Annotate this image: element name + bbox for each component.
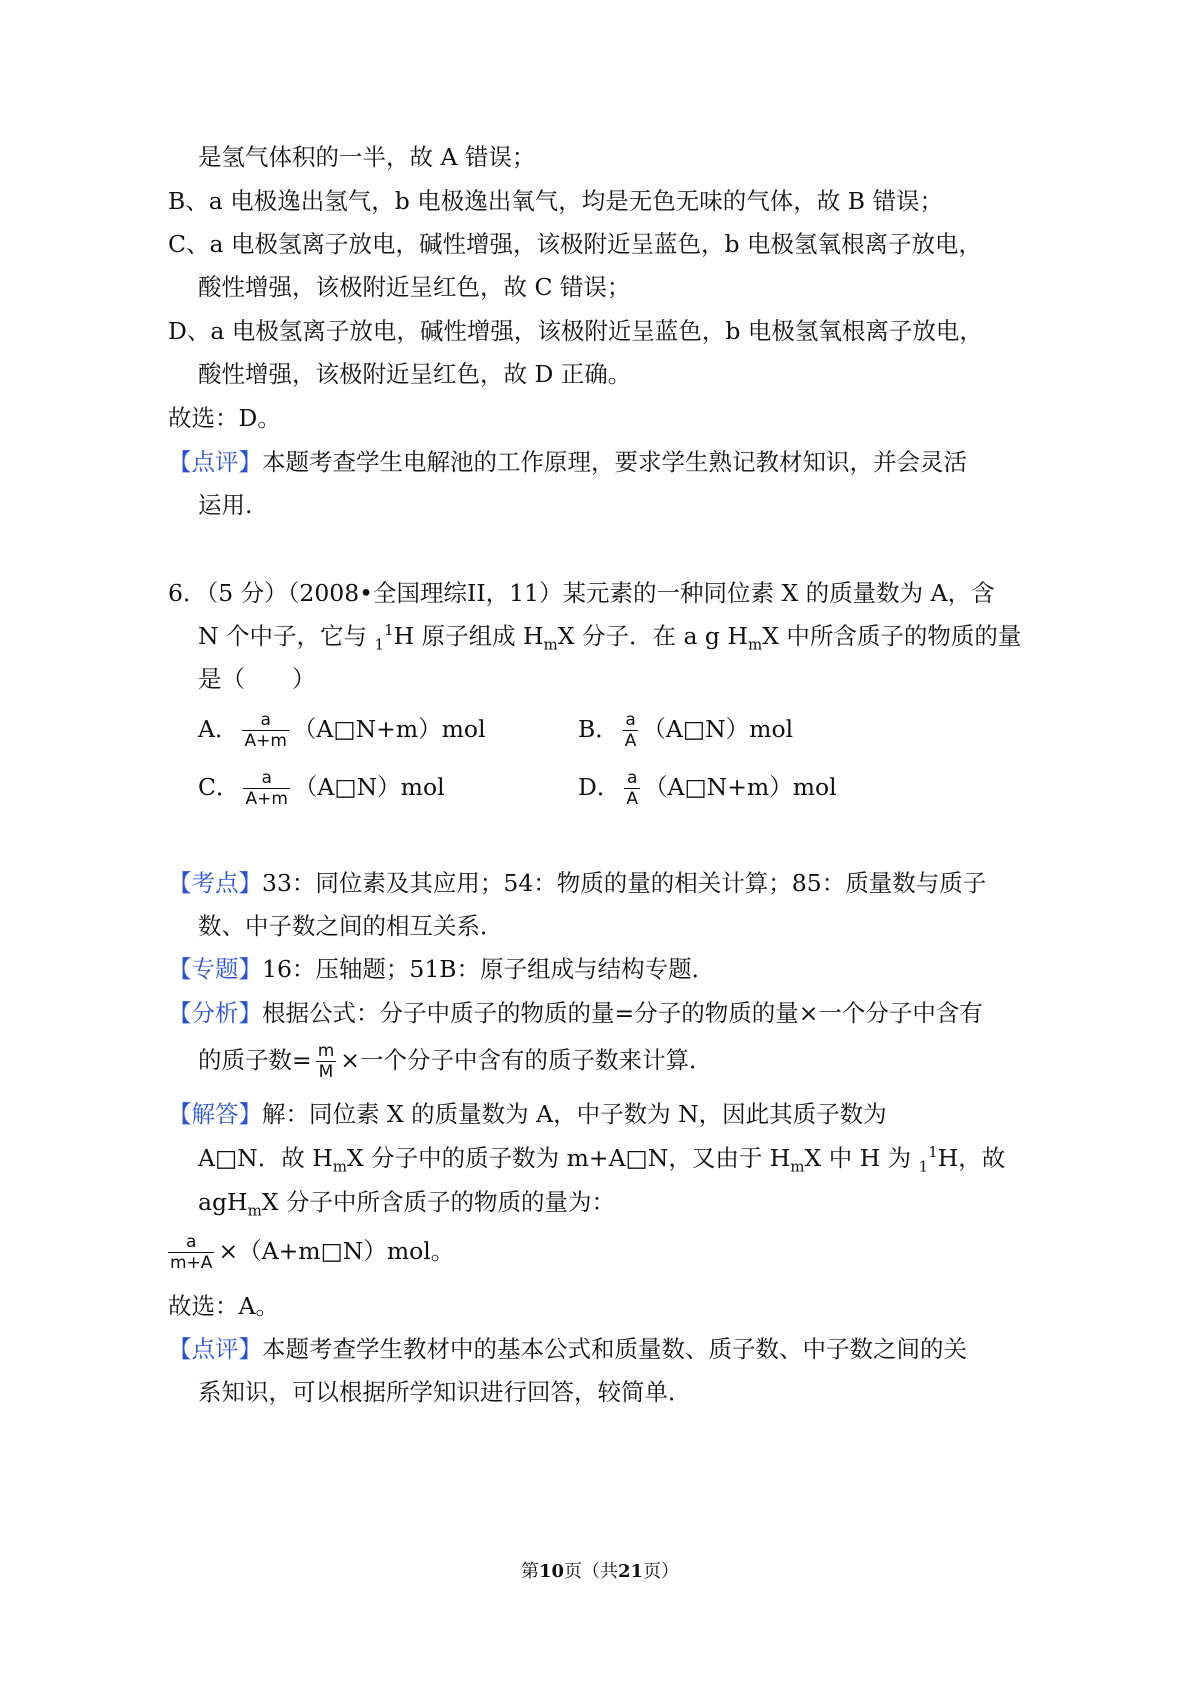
option-label: B． xyxy=(578,715,619,743)
stem-text: H 原子组成 H xyxy=(393,622,544,650)
fenxi-text: ×一个分子中含有的质子数来计算． xyxy=(340,1046,713,1074)
option-d[interactable] xyxy=(578,763,837,811)
jieda-text: agH xyxy=(198,1188,248,1216)
fraction-denominator: m+A xyxy=(170,1253,213,1273)
jieda-text: X 分子中的质子数为 m+A□N，又由于 H xyxy=(346,1144,791,1172)
jieda-tag: 【解答】 xyxy=(168,1100,262,1128)
fraction-numerator: a xyxy=(243,768,289,789)
jieda-formula xyxy=(168,1227,454,1275)
subscript: m xyxy=(543,635,558,654)
prev-line-option-b: B、a 电极逸出氢气，b 电极逸出氧气，均是无色无味的气体，故 B 错误； xyxy=(168,187,943,215)
jieda-text: X 分子中所含质子的物质的量为： xyxy=(261,1188,615,1216)
option-c[interactable] xyxy=(198,763,445,811)
kaodian-cont: 数、中子数之间的相互关系． xyxy=(198,912,504,940)
fraction xyxy=(243,768,289,809)
option-text: （A□N+m）mol xyxy=(292,715,486,743)
total-pages: 21 xyxy=(618,1561,644,1582)
fraction xyxy=(242,710,288,751)
page-footer xyxy=(0,1559,1200,1585)
q6-comment xyxy=(168,1332,967,1366)
stem-text: X 分子．在 a g H xyxy=(557,622,748,650)
fraction-numerator: a xyxy=(623,710,639,731)
fraction-denominator: A xyxy=(626,789,638,809)
superscript: 1 xyxy=(928,1143,938,1162)
option-text: （A□N+m）mol xyxy=(643,773,837,801)
option-label: A． xyxy=(198,715,239,743)
jieda-text: X 中 H 为 xyxy=(804,1144,919,1172)
footer-text: 第 xyxy=(520,1561,539,1582)
fraction-numerator: a xyxy=(242,710,288,731)
fenxi-text: 的质子数= xyxy=(198,1046,312,1074)
comment-text: 本题考查学生教材中的基本公式和质量数、质子数、中子数之间的关 xyxy=(262,1335,967,1363)
subscript: m xyxy=(332,1157,347,1176)
kaodian-tag: 【考点】 xyxy=(168,869,262,897)
prev-line-option-d-cont: 酸性增强，该极附近呈红色，故 D 正确。 xyxy=(198,360,632,388)
superscript: 1 xyxy=(384,621,394,640)
fraction xyxy=(168,1232,214,1273)
jieda-text: H，故 xyxy=(937,1144,1006,1172)
prev-line-option-c: C、a 电极氢离子放电，碱性增强，该极附近呈蓝色，b 电极氢氧根离子放电， xyxy=(168,230,982,258)
prev-line-option-c-cont: 酸性增强，该极附近呈红色，故 C 错误； xyxy=(198,273,631,301)
fraction-denominator: A xyxy=(624,731,637,751)
q6-answer: 故选：A。 xyxy=(168,1292,279,1320)
question-6-stem: 6．（5 分）（2008•全国理综II，11）某元素的一种同位素 X 的质量数为 A，含 xyxy=(168,579,995,607)
fraction-denominator: M xyxy=(318,1062,334,1082)
jieda-section xyxy=(168,1097,887,1131)
fenxi-section xyxy=(168,996,983,1030)
option-a[interactable] xyxy=(198,705,486,753)
footer-text: 页） xyxy=(643,1561,680,1582)
question-6-stem-end: 是（ ） xyxy=(198,665,316,693)
prev-line-1: 是氢气体积的一半，故 A 错误； xyxy=(198,143,536,171)
zhuanti-section xyxy=(168,952,715,986)
kaodian-text: 33：同位素及其应用；54：物质的量的相关计算；85：质量数与质子 xyxy=(262,869,987,897)
fenxi-tag: 【分析】 xyxy=(168,999,262,1027)
fraction-denominator: A+m xyxy=(244,731,287,751)
option-label: C． xyxy=(198,773,240,801)
fraction xyxy=(624,768,640,809)
option-text: （A□N）mol xyxy=(293,773,445,801)
prev-answer: 故选：D。 xyxy=(168,404,281,432)
fraction-numerator: m xyxy=(317,1041,335,1061)
stem-text: N 个中子，它与 xyxy=(198,622,375,650)
fenxi-cont xyxy=(198,1036,712,1084)
subscript: m xyxy=(747,635,763,654)
page-number: 10 xyxy=(538,1561,564,1582)
fraction xyxy=(623,710,639,751)
jieda-text: A□N．故 H xyxy=(198,1144,333,1172)
jieda-text: 解：同位素 X 的质量数为 A，中子数为 N，因此其质子数为 xyxy=(262,1100,887,1128)
jieda-cont-1 xyxy=(198,1141,1005,1175)
q6-comment-cont: 系知识，可以根据所学知识进行回答，较简单． xyxy=(198,1378,692,1406)
fraction-numerator: a xyxy=(624,768,640,789)
option-b[interactable] xyxy=(578,705,793,753)
prev-comment-cont: 运用. xyxy=(198,491,253,519)
fenxi-text: 根据公式：分子中质子的物质的量=分子的物质的量×一个分子中含有 xyxy=(262,999,983,1027)
subscript: m xyxy=(247,1201,262,1220)
prev-comment xyxy=(168,445,967,479)
zhuanti-tag: 【专题】 xyxy=(168,955,262,983)
option-label: D． xyxy=(578,773,621,801)
subscript: 1 xyxy=(374,635,385,654)
comment-tag: 【点评】 xyxy=(168,1335,262,1363)
question-6-stem-cont xyxy=(198,619,1021,653)
kaodian-section xyxy=(168,866,986,900)
fraction xyxy=(316,1041,337,1082)
footer-text: 页（共 xyxy=(564,1561,618,1582)
stem-text: X 中所含质子的物质的量 xyxy=(762,622,1022,650)
zhuanti-text: 16：压轴题；51B：原子组成与结构专题． xyxy=(262,955,716,983)
fraction-denominator: A+m xyxy=(245,789,288,809)
subscript: m xyxy=(790,1157,805,1176)
comment-text: 本题考查学生电解池的工作原理，要求学生熟记教材知识，并会灵活 xyxy=(262,448,967,476)
subscript: 1 xyxy=(918,1157,929,1176)
jieda-cont-2 xyxy=(198,1185,615,1219)
option-text: （A□N）mol xyxy=(642,715,794,743)
prev-line-option-d: D、a 电极氢离子放电，碱性增强，该极附近呈蓝色，b 电极氢氧根离子放电， xyxy=(168,317,983,345)
jieda-text: ×（A+m□N）mol。 xyxy=(218,1237,455,1265)
fraction-numerator: a xyxy=(168,1232,214,1253)
comment-tag: 【点评】 xyxy=(168,448,262,476)
